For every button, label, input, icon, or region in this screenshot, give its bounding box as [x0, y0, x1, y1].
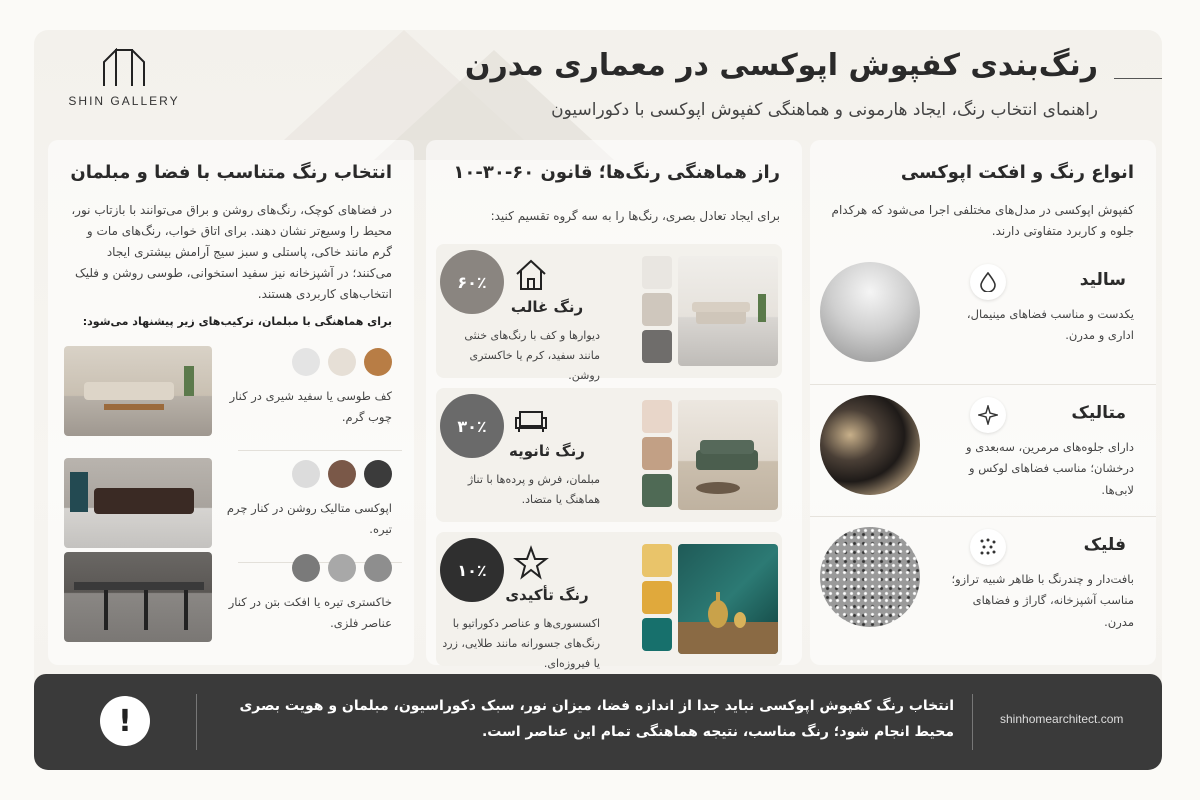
rule-desc: دیوارها و کف با رنگ‌های خنثی مانند سفید، کرم یا خاکستری روشن.	[464, 329, 600, 382]
percent-badge: ۳۰٪	[440, 394, 504, 458]
color-swatch	[642, 474, 672, 507]
color-dots	[292, 554, 392, 582]
metal-kitchen-image	[64, 552, 212, 642]
color-dot	[292, 348, 320, 376]
rule-card-secondary	[436, 388, 782, 522]
color-swatch	[642, 256, 672, 289]
panel-intro: در فضاهای کوچک، رنگ‌های روشن و براق می‌توانند با بازتاب نور، محیط را وسیع‌تر نشان دهند. برای اتاق خواب، رنگ‌های مات و گرم مانند خاکی، پاستلی و سبز سیج آرامش بیشتری ایجاد می‌کنند؛ در آشپزخانه نیز سفید استخوانی، طوسی روشن و فلیک انتخاب‌های کاربردی هستند.	[71, 203, 392, 301]
type-desc: دارای جلوه‌های مرمرین، سه‌بعدی و درخشان؛ مناسب فضاهای لوکس و لابی‌ها.	[966, 440, 1134, 497]
swatch-group	[642, 400, 672, 511]
panel-title: انواع رنگ و افکت اپوکسی	[900, 162, 1134, 183]
percent-badge: ۶۰٪	[440, 250, 504, 314]
rule-card-accent	[436, 532, 782, 670]
rule-desc: مبلمان، فرش و پرده‌ها با تناژ هماهنگ یا متضاد.	[467, 473, 600, 506]
epoxy-types-panel	[810, 140, 1156, 665]
color-swatch	[642, 293, 672, 326]
title-rule	[1114, 78, 1162, 79]
type-name: فلیک	[1083, 535, 1126, 555]
page-subtitle: راهنمای انتخاب رنگ، ایجاد هارمونی و هماهنگی کفپوش اپوکسی با دکوراسیون	[551, 100, 1098, 120]
rule-desc: اکسسوری‌ها و عناصر دکوراتیو با رنگ‌های جسورانه مانند طلایی، زرد یا فیروزه‌ای.	[442, 617, 600, 670]
type-desc: بافت‌دار و چندرنگ با ظاهر شبیه ترازو؛ مناسب آشپزخانه، گاراژ و فضاهای مدرن.	[951, 572, 1134, 629]
color-dots	[292, 348, 392, 376]
rule-card-dominant	[436, 244, 782, 382]
website-link[interactable]: shinhomearchitect.com	[1000, 712, 1124, 726]
dots-icon	[970, 529, 1006, 565]
rule-name: رنگ ثانویه	[509, 442, 585, 460]
color-swatch	[642, 618, 672, 651]
solid-floor-image	[820, 262, 920, 362]
page-title: رنگ‌بندی کفپوش اپوکسی در معماری مدرن	[464, 48, 1098, 83]
color-dot	[364, 554, 392, 582]
combos-heading: برای هماهنگی با مبلمان، ترکیب‌های زیر پیشنهاد می‌شود:	[82, 315, 392, 328]
panel-title: انتخاب رنگ متناسب با فضا و مبلمان	[70, 162, 392, 183]
divider	[238, 450, 402, 451]
color-dot	[328, 348, 356, 376]
color-dot	[364, 348, 392, 376]
furniture-panel	[48, 140, 414, 665]
drop-icon	[970, 264, 1006, 300]
percent-badge: ۱۰٪	[440, 538, 504, 602]
footer-message: انتخاب رنگ کفپوش اپوکسی نباید جدا از اندازه فضا، میزان نور، سبک دکوراسیون، مبلمان و هویت بصری محیط انجام شود؛ رنگ مناسب، نتیجه هماهنگی تمام این عناصر است.	[239, 698, 954, 740]
color-swatch	[642, 544, 672, 577]
combo-item	[58, 346, 402, 450]
sparkle-icon	[970, 397, 1006, 433]
type-row-metallic	[810, 384, 1156, 514]
flake-floor-image	[820, 527, 920, 627]
type-name: سالید	[1079, 270, 1126, 290]
green-sofa-image	[678, 400, 778, 510]
color-swatch	[642, 581, 672, 614]
combo-item	[58, 458, 402, 562]
color-swatch	[642, 330, 672, 363]
type-row-solid	[810, 252, 1156, 382]
living-room-image	[678, 256, 778, 366]
rule-name: رنگ تأکیدی	[505, 586, 589, 604]
logo	[64, 48, 184, 108]
infographic	[34, 30, 1162, 770]
sofa-icon	[512, 400, 550, 438]
color-dots	[292, 460, 392, 488]
brand-name: SHIN GALLERY	[68, 94, 180, 108]
panel-intro: کفپوش اپوکسی در مدل‌های مختلفی اجرا می‌شود که هرکدام جلوه و کاربرد متفاوتی دارند.	[831, 203, 1134, 238]
type-desc: یکدست و مناسب فضاهای مینیمال، اداری و مدرن.	[966, 307, 1134, 343]
color-swatch	[642, 437, 672, 470]
color-dot	[328, 554, 356, 582]
swatch-group	[642, 256, 672, 367]
alert-icon: !	[100, 696, 150, 746]
star-icon	[512, 544, 550, 582]
type-name: متالیک	[1071, 403, 1126, 423]
combo-item	[58, 552, 402, 656]
color-dot	[292, 460, 320, 488]
house-icon	[512, 256, 550, 294]
panel-intro: برای ایجاد تعادل بصری، رنگ‌ها را به سه گروه تقسیم کنید:	[490, 209, 780, 223]
combo-text: خاکستری تیره یا افکت بتن در کنار عناصر فلزی.	[228, 595, 392, 631]
accent-decor-image	[678, 544, 778, 654]
divider	[196, 694, 197, 750]
house-logo-icon	[102, 48, 146, 88]
color-dot	[292, 554, 320, 582]
footer-banner	[34, 674, 1162, 770]
rule-name: رنگ غالب	[510, 298, 584, 316]
metallic-floor-image	[820, 395, 920, 495]
leather-sofa-image	[64, 458, 212, 548]
combo-text: اپوکسی متالیک روشن در کنار چرم تیره.	[226, 501, 392, 537]
color-rule-panel	[426, 140, 802, 670]
divider	[972, 694, 973, 750]
swatch-group	[642, 544, 672, 655]
combo-text: کف طوسی یا سفید شیری در کنار چوب گرم.	[229, 389, 392, 425]
wood-sofa-image	[64, 346, 212, 436]
color-swatch	[642, 400, 672, 433]
color-dot	[328, 460, 356, 488]
color-dot	[364, 460, 392, 488]
type-row-flake	[810, 516, 1156, 646]
panel-title: راز هماهنگی رنگ‌ها؛ قانون ۶۰-۳۰-۱۰	[453, 162, 780, 183]
